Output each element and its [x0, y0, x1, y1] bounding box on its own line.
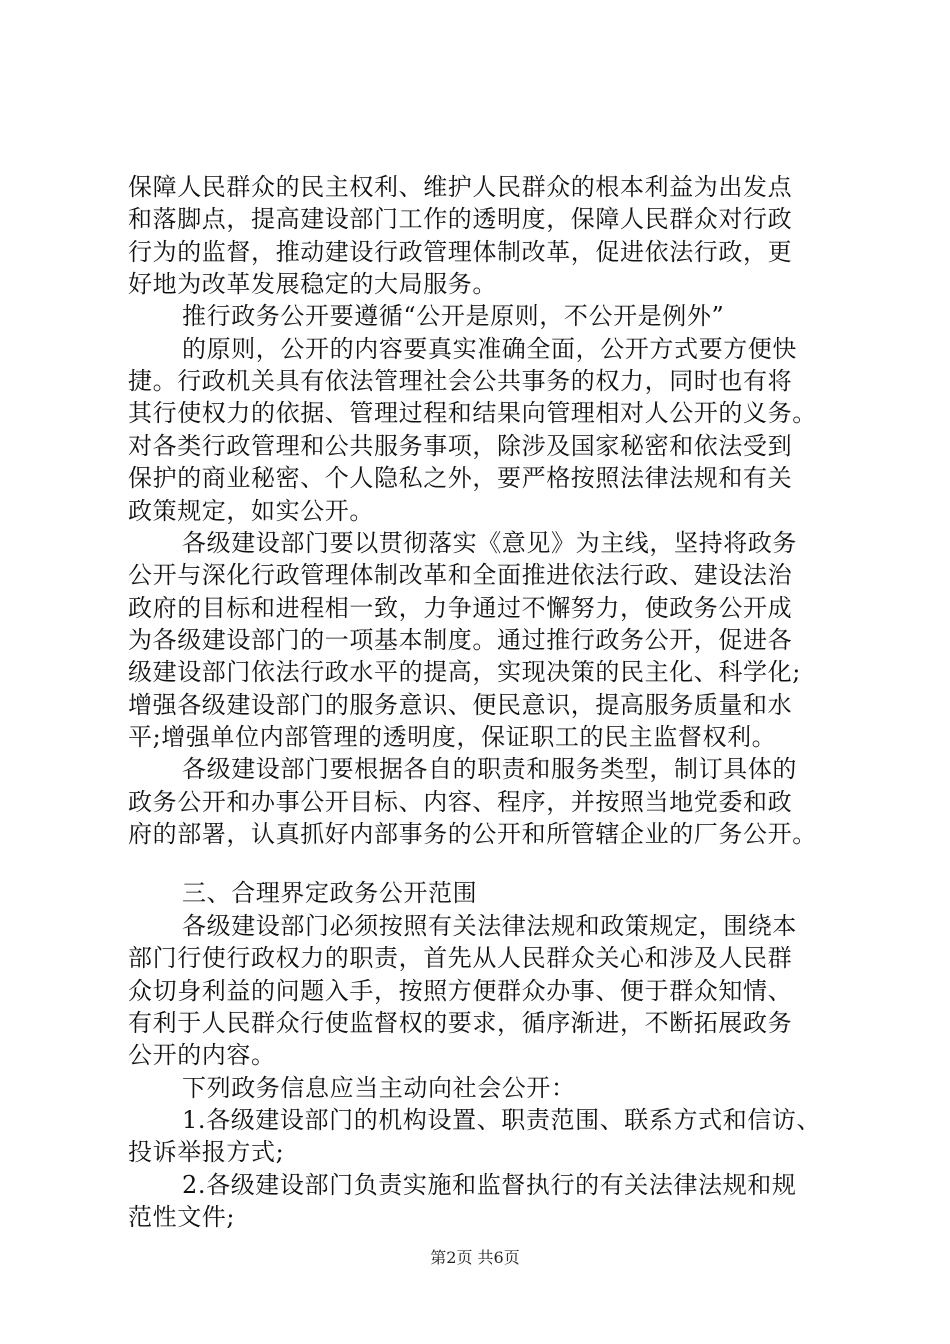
text-line: 部门行使行政权力的职责，首先从人民群众关心和涉及人民群	[128, 944, 793, 972]
text-line: 推行政务公开要遵循“公开是原则，不公开是例外”	[182, 302, 725, 330]
text-line: 增强各级建设部门的服务意识、便民意识，提高服务质量和水	[128, 691, 793, 719]
text-line: 下列政务信息应当主动向社会公开：	[182, 1074, 576, 1102]
text-line: 平;增强单位内部管理的透明度，保证职工的民主监督权利。	[128, 723, 777, 751]
text-line: 行为的监督，推动建设行政管理体制改革，促进依法行政，更	[128, 238, 793, 266]
text-line: 各级建设部门必须按照有关法律法规和政策规定，围绕本	[182, 912, 797, 940]
text-line: 有利于人民群众行使监督权的要求，循序渐进，不断拓展政务	[128, 1009, 793, 1037]
text-line: 保护的商业秘密、个人隐私之外，要严格按照法律法规和有关	[128, 464, 793, 492]
text-line: 公开与深化行政管理体制改革和全面推进依法行政、建设法治	[128, 561, 793, 589]
text-line: 级建设部门依法行政水平的提高，实现决策的民主化、科学化;	[128, 658, 801, 686]
text-line: 政务公开和办事公开目标、内容、程序，并按照当地党委和政	[128, 788, 793, 816]
text-line: 对各类行政管理和公共服务事项，除涉及国家秘密和依法受到	[128, 432, 793, 460]
text-line: 好地为改革发展稳定的大局服务。	[128, 270, 497, 298]
text-line: 府的部署，认真抓好内部事务的公开和所管辖企业的厂务公开。	[128, 820, 817, 848]
text-line: 公开的内容。	[128, 1041, 276, 1069]
text-line: 政府的目标和进程相一致，力争通过不懈努力，使政务公开成	[128, 594, 793, 622]
text-line: 其行使权力的依据、管理过程和结果向管理相对人公开的义务。	[128, 399, 817, 427]
text-line: 各级建设部门要以贯彻落实《意见》为主线，坚持将政务	[182, 529, 797, 557]
text-line: 捷。行政机关具有依法管理社会公共事务的权力，同时也有将	[128, 367, 793, 395]
section-heading: 三、合理界定政务公开范围	[182, 879, 478, 907]
text-line: 为各级建设部门的一项基本制度。通过推行政务公开，促进各	[128, 626, 793, 654]
text-line: 众切身利益的问题入手，按照方便群众办事、便于群众知情、	[128, 977, 793, 1005]
text-line: 的原则，公开的内容要真实准确全面，公开方式要方便快	[182, 335, 797, 363]
list-item: 2.各级建设部门负责实施和监督执行的有关法律法规和规	[182, 1171, 797, 1199]
page-number-footer: 第2页 共6页	[430, 1248, 520, 1267]
text-line: 保障人民群众的民主权利、维护人民群众的根本利益为出发点	[128, 173, 793, 201]
text-line: 各级建设部门要根据各自的职责和服务类型，制订具体的	[182, 755, 797, 783]
text-line: 政策规定，如实公开。	[128, 497, 374, 525]
text-line: 和落脚点，提高建设部门工作的透明度，保障人民群众对行政	[128, 205, 793, 233]
list-item-continuation: 投诉举报方式;	[128, 1138, 285, 1166]
list-item: 1.各级建设部门的机构设置、职责范围、联系方式和信访、	[182, 1106, 822, 1134]
list-item-continuation: 范性文件;	[128, 1203, 236, 1231]
